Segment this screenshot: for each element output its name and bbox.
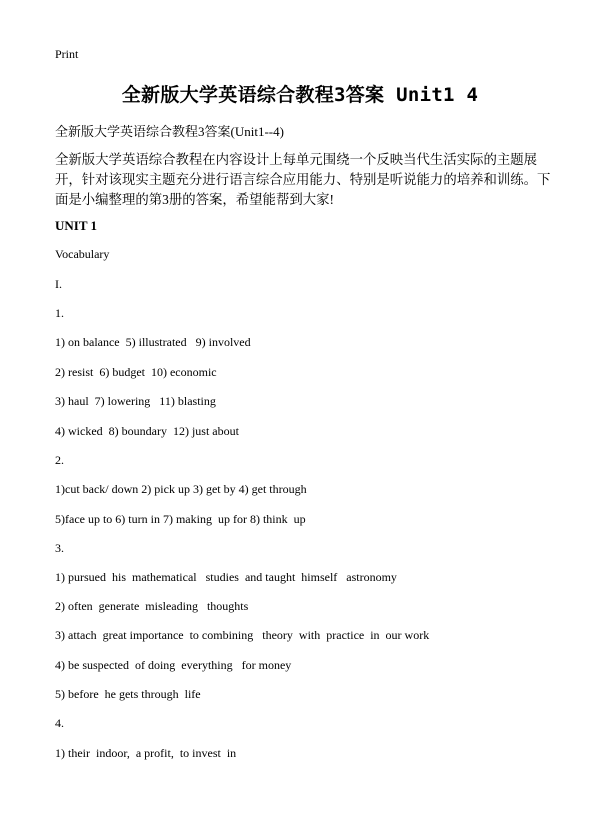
exercise-2-line: 1)cut back/ down 2) pick up 3) get by 4) get through [55, 482, 307, 496]
intro-paragraph: 全新版大学英语综合教程在内容设计上每单元围绕一个反映当代生活实际的主题展开，针对该现实主题充分进行语言综合应用能力、特别是听说能力的培养和训练。下面是小编整理的第3册的答案，希望能帮到大家! [55, 152, 551, 207]
exercise-1-label: 1. [55, 306, 64, 320]
exercise-2-label: 2. [55, 453, 64, 467]
exercise-3-line: 3) attach great importance to combining theory with practice in our work [55, 628, 430, 642]
exercise-3-line: 5) before he gets through life [55, 687, 201, 701]
unit-heading: UNIT 1 [55, 218, 98, 233]
exercise-1-line: 4) wicked 8) boundary 12) just about [55, 424, 239, 438]
page-subtitle: 全新版大学英语综合教程3答案(Unit1--4) [55, 124, 284, 139]
exercise-1-line: 1) on balance 5) illustrated 9) involved [55, 335, 251, 349]
exercise-4-line: 1) their indoor, a profit, to invest in [55, 746, 237, 760]
exercise-2-line: 5)face up to 6) turn in 7) making up for 8) think up [55, 512, 306, 526]
exercise-3-line: 4) be suspected of doing everything for money [55, 658, 292, 672]
exercise-3-line: 1) pursued his mathematical studies and taught himself astronomy [55, 570, 397, 584]
print-link[interactable]: Print [55, 47, 79, 61]
exercise-4-label: 4. [55, 716, 64, 730]
exercise-3-line: 2) often generate misleading thoughts [55, 599, 249, 613]
exercise-1-line: 3) haul 7) lowering 11) blasting [55, 394, 216, 408]
page-title: 全新版大学英语综合教程3答案 Unit1 4 [121, 84, 479, 106]
exercise-1-line: 2) resist 6) budget 10) economic [55, 365, 217, 379]
exercise-3-label: 3. [55, 541, 64, 555]
part-roman-numeral: I. [55, 277, 62, 291]
section-vocabulary: Vocabulary [55, 247, 110, 261]
